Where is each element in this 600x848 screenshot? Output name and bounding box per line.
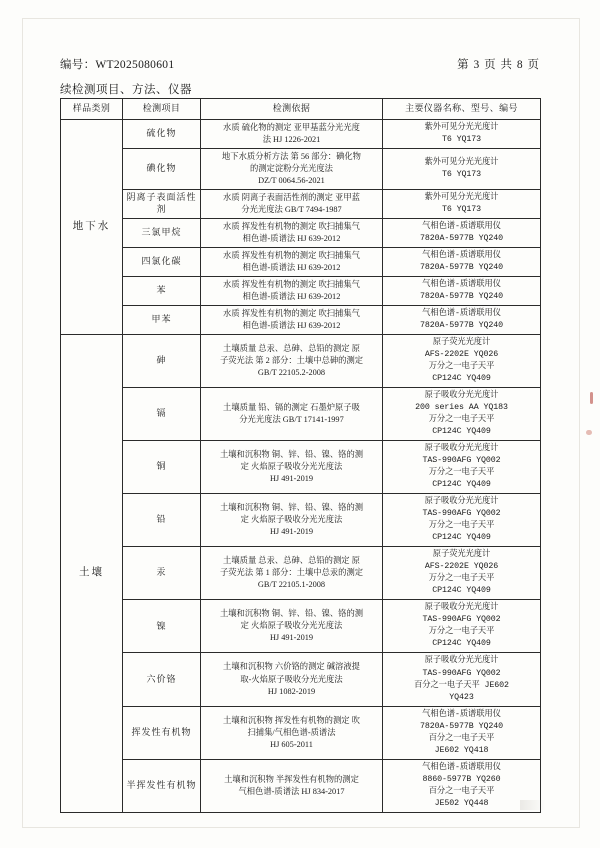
detection-item-cell: 硫化物 xyxy=(123,119,201,148)
instrument-line: 万分之一电子天平 xyxy=(428,362,495,372)
basis-line: HJ 605-2011 xyxy=(270,739,313,749)
detection-item-cell: 挥发性有机物 xyxy=(123,706,201,759)
detection-item-cell: 汞 xyxy=(123,547,201,600)
instrument-cell xyxy=(383,388,541,441)
table-row xyxy=(61,218,541,247)
instrument-cell xyxy=(383,189,541,218)
instrument-line: CP124C YQ409 xyxy=(432,427,491,437)
basis-line: 土壤和沉积物 铜、锌、铅、镍、铬的测 xyxy=(219,450,364,460)
detection-basis-cell xyxy=(201,547,383,600)
instrument-line: 万分之一电子天平 xyxy=(428,574,495,584)
instrument-line: 7820A-5977B YQ240 xyxy=(420,321,503,331)
basis-line: 水质 挥发性有机物的测定 吹扫捕集气 xyxy=(223,251,360,261)
basis-line: 气相色谱-质谱法 HJ 834-2017 xyxy=(238,786,345,796)
instrument-line: 百分之一电子天平 xyxy=(428,786,495,796)
instrument-line: TAS-990AFG YQ002 xyxy=(422,668,501,678)
instrument-line: 200 series AA YQ183 xyxy=(415,403,508,413)
instrument-cell xyxy=(383,706,541,759)
instrument-line: 百分之一电子天平 JE602 xyxy=(414,680,509,690)
instrument-line: 原子吸收分光光度计 xyxy=(424,391,499,401)
basis-line: 土壤和沉积物 铜、锌、铅、镍、铬的测 xyxy=(219,609,364,619)
basis-line: 土壤和沉积物 挥发性有机物的测定 吹 xyxy=(223,715,360,725)
instrument-line: 万分之一电子天平 xyxy=(428,415,495,425)
instrument-line: 原子吸收分光光度计 xyxy=(424,444,499,454)
instrument-line: T6 YQ173 xyxy=(441,204,482,214)
detection-basis-cell xyxy=(201,600,383,653)
instrument-line: 百分之一电子天平 xyxy=(428,733,495,743)
table-row xyxy=(61,388,541,441)
basis-line: HJ 491-2019 xyxy=(269,633,314,643)
basis-line: 土壤和沉积物 六价铬的测定 碱溶液提 xyxy=(223,662,360,672)
detection-basis-cell xyxy=(201,248,383,277)
instrument-cell xyxy=(383,306,541,335)
basis-line: 土壤质量 总汞、总砷、总铅的测定 原 xyxy=(223,344,360,354)
detection-item-cell: 半挥发性有机物 xyxy=(123,759,201,812)
instrument-line: 万分之一电子天平 xyxy=(428,521,495,531)
detection-basis-cell xyxy=(201,119,383,148)
table-row xyxy=(61,306,541,335)
detection-basis-cell xyxy=(201,148,383,189)
instrument-line: TAS-990AFG YQ002 xyxy=(422,615,501,625)
table-body xyxy=(61,119,541,812)
detection-item-cell: 苯 xyxy=(123,277,201,306)
instrument-line: T6 YQ173 xyxy=(441,134,482,144)
basis-line: 子荧光法 第 1 部分：土壤中总汞的测定 xyxy=(219,568,364,578)
instrument-line: 气相色谱-质谱联用仪 xyxy=(422,709,501,719)
basis-line: 土壤质量 铅、镉的测定 石墨炉原子吸 xyxy=(223,403,360,413)
basis-line: 土壤质量 总汞、总砷、总铅的测定 原 xyxy=(223,556,360,566)
basis-line: HJ 1082-2019 xyxy=(267,686,316,696)
instrument-line: 气相色谱-质谱联用仪 xyxy=(422,762,501,772)
sample-category-cell: 地下水 xyxy=(61,119,123,334)
detection-item-cell: 镍 xyxy=(123,600,201,653)
instrument-line: 气相色谱-质谱联用仪 xyxy=(422,251,501,261)
instrument-line: TAS-990AFG YQ002 xyxy=(422,456,501,466)
basis-line: 地下水质分析方法 第 56 部分：碘化物 xyxy=(222,151,361,161)
detection-item-cell: 铅 xyxy=(123,494,201,547)
basis-line: 相色谱-质谱法 HJ 639-2012 xyxy=(242,292,341,302)
basis-line: 的测定淀粉分光光度法 xyxy=(250,163,333,173)
instrument-line: JE502 YQ448 xyxy=(434,798,489,808)
column-header-instrument: 主要仪器名称、型号、编号 xyxy=(383,99,541,120)
instrument-line: CP124C YQ409 xyxy=(432,480,491,490)
scan-artifact-mark xyxy=(590,392,593,404)
basis-line: DZ/T 0064.56-2021 xyxy=(258,175,325,185)
instrument-line: 7820A-5977B YQ240 xyxy=(420,721,503,731)
basis-line: 相色谱-质谱法 HJ 639-2012 xyxy=(242,263,341,273)
instrument-line: 紫外可见分光光度计 xyxy=(424,122,499,132)
table-row xyxy=(61,547,541,600)
column-header-detection-basis: 检测依据 xyxy=(201,99,383,120)
detection-methods-table xyxy=(60,98,541,813)
basis-line: 水质 挥发性有机物的测定 吹扫捕集气 xyxy=(223,221,360,231)
detection-item-cell: 砷 xyxy=(123,335,201,388)
page-header xyxy=(60,56,540,72)
basis-line: 子荧光法 第 2 部分：土壤中总砷的测定 xyxy=(219,356,364,366)
detection-basis-cell xyxy=(201,189,383,218)
basis-line: GB/T 22105.1-2008 xyxy=(257,580,326,590)
table-row xyxy=(61,600,541,653)
instrument-cell xyxy=(383,759,541,812)
basis-line: 定 火焰原子吸收分光光度法 xyxy=(240,462,343,472)
detection-basis-cell xyxy=(201,335,383,388)
table-row xyxy=(61,148,541,189)
instrument-line: CP124C YQ409 xyxy=(432,374,491,384)
detection-basis-cell xyxy=(201,494,383,547)
section-title: 续检测项目、方法、仪器 xyxy=(60,84,192,96)
instrument-cell xyxy=(383,248,541,277)
instrument-line: 万分之一电子天平 xyxy=(428,468,495,478)
instrument-line: 原子吸收分光光度计 xyxy=(424,603,499,613)
instrument-cell xyxy=(383,277,541,306)
instrument-cell xyxy=(383,335,541,388)
instrument-line: CP124C YQ409 xyxy=(432,586,491,596)
basis-line: 水质 阴离子表面活性剂的测定 亚甲蓝 xyxy=(223,192,360,202)
column-header-sample-category: 样品类别 xyxy=(61,99,123,120)
basis-line: 土壤和沉积物 铜、锌、铅、镍、铬的测 xyxy=(219,503,364,513)
basis-line: 相色谱-质谱法 HJ 639-2012 xyxy=(242,234,341,243)
column-header-detection-item: 检测项目 xyxy=(123,99,201,120)
instrument-line: TAS-990AFG YQ002 xyxy=(422,509,501,519)
basis-line: GB/T 22105.2-2008 xyxy=(257,368,326,378)
basis-line: 定 火焰原子吸收分光光度法 xyxy=(240,621,343,631)
instrument-line: T6 YQ173 xyxy=(441,169,482,179)
detection-basis-cell xyxy=(201,277,383,306)
instrument-cell xyxy=(383,600,541,653)
basis-line: HJ 491-2019 xyxy=(269,474,314,484)
table-row xyxy=(61,706,541,759)
basis-line: 相色谱-质谱法 HJ 639-2012 xyxy=(242,321,341,331)
table-row xyxy=(61,759,541,812)
instrument-line: CP124C YQ409 xyxy=(432,639,491,649)
instrument-line: 8860-5977B YQ260 xyxy=(422,774,501,784)
table-row xyxy=(61,119,541,148)
basis-line: 水质 硫化物的测定 亚甲基蓝分光光度 xyxy=(223,122,360,132)
basis-line: 土壤和沉积物 半挥发性有机物的测定 xyxy=(224,774,359,784)
instrument-line: AFS-2202E YQ026 xyxy=(424,562,499,572)
instrument-line: 气相色谱-质谱联用仪 xyxy=(422,280,501,290)
page-number: 第 3 页 共 8 页 xyxy=(457,59,540,71)
basis-line: 分光光度法 GB/T 7494-1987 xyxy=(241,204,342,214)
instrument-line: 原子吸收分光光度计 xyxy=(424,656,499,666)
instrument-line: 紫外可见分光光度计 xyxy=(424,157,499,167)
detection-basis-cell xyxy=(201,441,383,494)
basis-line: 法 HJ 1226-2021 xyxy=(262,134,321,144)
table-row xyxy=(61,441,541,494)
instrument-cell xyxy=(383,494,541,547)
instrument-line: 气相色谱-质谱联用仪 xyxy=(422,221,501,231)
detection-item-cell: 六价铬 xyxy=(123,653,201,706)
scan-artifact-dot xyxy=(586,430,592,435)
detection-basis-cell xyxy=(201,759,383,812)
detection-item-cell: 三氯甲烷 xyxy=(123,218,201,247)
detection-item-cell: 铜 xyxy=(123,441,201,494)
instrument-line: 原子吸收分光光度计 xyxy=(424,497,499,507)
detection-basis-cell xyxy=(201,706,383,759)
instrument-cell xyxy=(383,148,541,189)
instrument-cell xyxy=(383,218,541,247)
table-row xyxy=(61,248,541,277)
instrument-line: 7820A-5977B YQ240 xyxy=(420,292,503,302)
instrument-line: 原子荧光光度计 xyxy=(432,338,491,348)
table-row xyxy=(61,335,541,388)
instrument-cell xyxy=(383,547,541,600)
table-row xyxy=(61,494,541,547)
table-row xyxy=(61,653,541,706)
instrument-line: 7820A-5977B YQ240 xyxy=(420,263,503,273)
detection-item-cell: 碘化物 xyxy=(123,148,201,189)
basis-line: 水质 挥发性有机物的测定 吹扫捕集气 xyxy=(223,309,360,319)
instrument-cell xyxy=(383,441,541,494)
instrument-line: AFS-2202E YQ026 xyxy=(424,350,499,360)
instrument-line: 紫外可见分光光度计 xyxy=(424,192,499,202)
instrument-line: 万分之一电子天平 xyxy=(428,627,495,637)
basis-line: 扫捕集/气相色谱-质谱法 xyxy=(247,727,336,737)
table-row xyxy=(61,277,541,306)
instrument-cell xyxy=(383,119,541,148)
instrument-line: JE602 YQ418 xyxy=(434,745,489,755)
basis-line: 取-火焰原子吸收分光光度法 xyxy=(240,674,343,684)
instrument-line: 7820A-5977B YQ240 xyxy=(420,234,503,243)
detection-item-cell: 甲苯 xyxy=(123,306,201,335)
table-header-row xyxy=(61,99,541,120)
detection-item-cell: 阴离子表面活性剂 xyxy=(123,189,201,218)
detection-item-cell: 镉 xyxy=(123,388,201,441)
sample-category-cell: 土壤 xyxy=(61,335,123,813)
instrument-line: 原子荧光光度计 xyxy=(432,550,491,560)
basis-line: 定 火焰原子吸收分光光度法 xyxy=(240,515,343,525)
detection-basis-cell xyxy=(201,218,383,247)
instrument-cell xyxy=(383,653,541,706)
basis-line: HJ 491-2019 xyxy=(269,527,314,537)
detection-basis-cell xyxy=(201,388,383,441)
basis-line: 水质 挥发性有机物的测定 吹扫捕集气 xyxy=(223,280,360,290)
instrument-line: CP124C YQ409 xyxy=(432,533,491,543)
detection-item-cell: 四氯化碳 xyxy=(123,248,201,277)
table-row xyxy=(61,189,541,218)
basis-line: 分光光度法 GB/T 17141-1997 xyxy=(239,415,344,425)
instrument-line: 气相色谱-质谱联用仪 xyxy=(422,309,501,319)
detection-basis-cell xyxy=(201,653,383,706)
instrument-line: YQ423 xyxy=(449,692,474,702)
document-number: 编号：WT2025080601 xyxy=(60,59,175,71)
detection-basis-cell xyxy=(201,306,383,335)
